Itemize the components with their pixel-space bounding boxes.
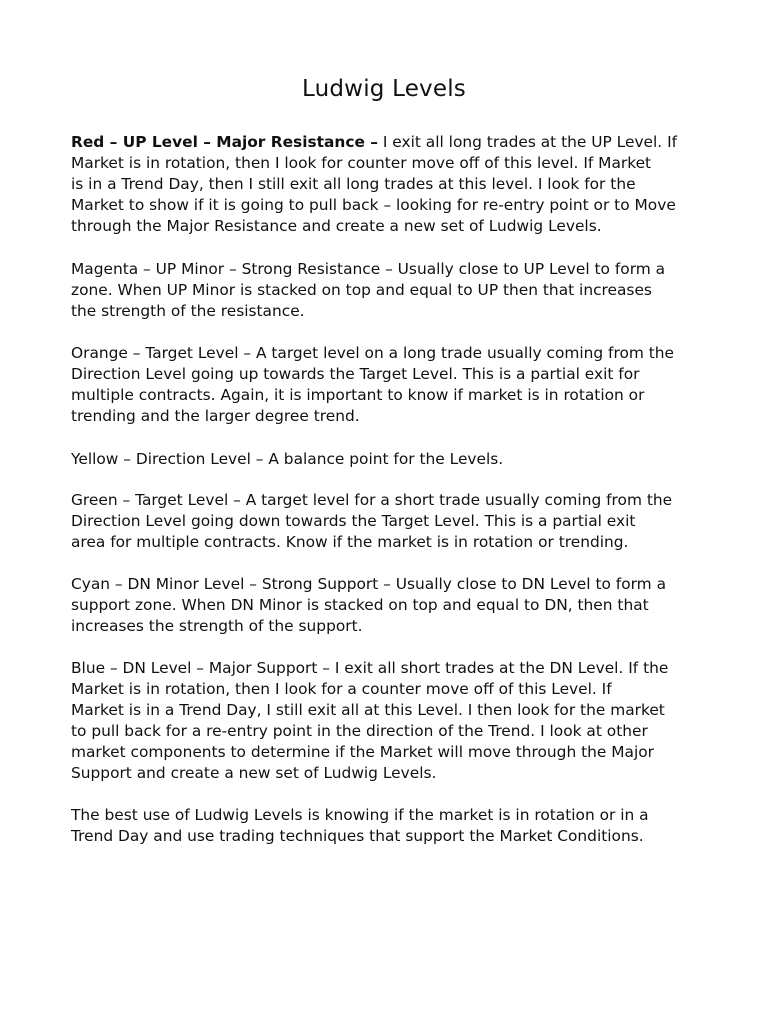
paragraph-line: Direction Level going down towards the Target Level. This is a partial exit bbox=[71, 512, 636, 530]
paragraph-lead-bold: Red – UP Level – Major Resistance – bbox=[71, 133, 378, 151]
paragraph-line: is in a Trend Day, then I still exit all long trades at this level. I look for the bbox=[71, 175, 636, 193]
paragraph-magenta-up-minor bbox=[71, 259, 711, 322]
paragraph-red-up-level bbox=[71, 132, 711, 237]
paragraph-yellow-direction-level bbox=[71, 449, 711, 470]
paragraph-line: increases the strength of the support. bbox=[71, 617, 363, 635]
paragraph-line: The best use of Ludwig Levels is knowing if the market is in rotation or in a bbox=[71, 806, 649, 824]
paragraph-line-text: I exit all long trades at the UP Level. If bbox=[377, 133, 678, 151]
paragraph-line: area for multiple contracts. Know if the market is in rotation or trending. bbox=[71, 533, 629, 551]
paragraph-blue-dn-level bbox=[71, 658, 711, 784]
paragraph-line bbox=[71, 132, 711, 153]
paragraph-best-use-summary bbox=[71, 805, 711, 847]
paragraph-line: Yellow – Direction Level – A balance point for the Levels. bbox=[71, 450, 504, 468]
paragraph-line: zone. When UP Minor is stacked on top and equal to UP then that increases bbox=[71, 281, 652, 299]
paragraph-line: Trend Day and use trading techniques that support the Market Conditions. bbox=[71, 827, 644, 845]
paragraph-line: market components to determine if the Market will move through the Major bbox=[71, 743, 654, 761]
paragraph-line: to pull back for a re-entry point in the direction of the Trend. I look at other bbox=[71, 722, 648, 740]
paragraph-line: Direction Level going up towards the Target Level. This is a partial exit for bbox=[71, 365, 640, 383]
paragraph-line: Support and create a new set of Ludwig Levels. bbox=[71, 764, 437, 782]
paragraph-line: trending and the larger degree trend. bbox=[71, 407, 360, 425]
paragraph-line: support zone. When DN Minor is stacked on top and equal to DN, then that bbox=[71, 596, 649, 614]
paragraph-line: Cyan – DN Minor Level – Strong Support – Usually close to DN Level to form a bbox=[71, 575, 666, 593]
paragraph-line: Market is in rotation, then I look for counter move off of this level. If Market bbox=[71, 154, 652, 172]
paragraph-cyan-dn-minor bbox=[71, 574, 711, 637]
paragraph-line: Market is in rotation, then I look for a counter move off of this Level. If bbox=[71, 680, 612, 698]
paragraph-line: Market to show if it is going to pull back – looking for re-entry point or to Move bbox=[71, 196, 676, 214]
paragraph-line: Green – Target Level – A target level for a short trade usually coming from the bbox=[71, 491, 673, 509]
paragraph-green-target-level bbox=[71, 490, 711, 553]
paragraph-line: multiple contracts. Again, it is important to know if market is in rotation or bbox=[71, 386, 645, 404]
paragraph-line: through the Major Resistance and create a new set of Ludwig Levels. bbox=[71, 217, 602, 235]
paragraph-line: the strength of the resistance. bbox=[71, 302, 305, 320]
paragraph-line: Blue – DN Level – Major Support – I exit all short trades at the DN Level. If the bbox=[71, 659, 669, 677]
paragraph-orange-target-level bbox=[71, 343, 711, 427]
paragraph-line: Market is in a Trend Day, I still exit all at this Level. I then look for the market bbox=[71, 701, 665, 719]
document-title: Ludwig Levels bbox=[302, 76, 466, 102]
paragraph-line: Magenta – UP Minor – Strong Resistance – Usually close to UP Level to form a bbox=[71, 260, 666, 278]
paragraph-line: Orange – Target Level – A target level on a long trade usually coming from the bbox=[71, 344, 675, 362]
